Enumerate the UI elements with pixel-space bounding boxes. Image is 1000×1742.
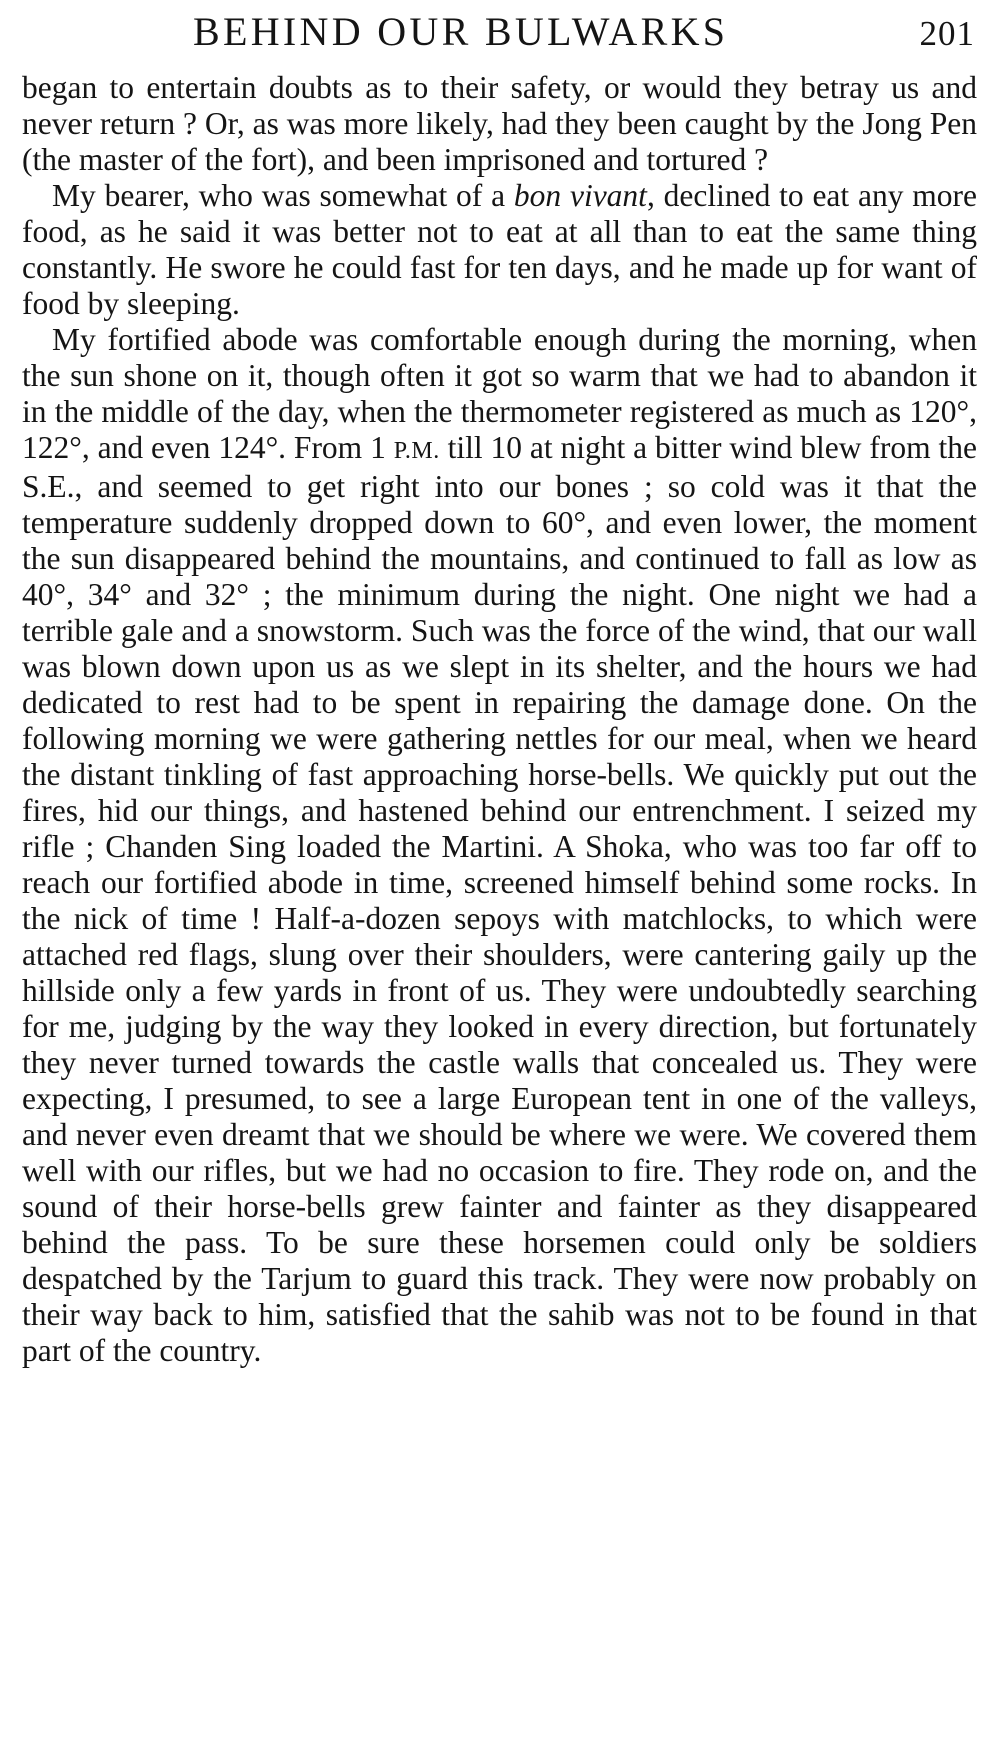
paragraph-text: My bearer, who was somewhat of a bbox=[52, 178, 514, 213]
paragraph-2 bbox=[22, 178, 977, 322]
paragraph-text: My fortified abode was comfortable enough during the morning, when the sun shone on it, though often it got so warm that we had to abandon it in the middle of the day, when the thermometer registered as much as 120°, 122°, and even 124°. From 1 bbox=[22, 322, 977, 465]
paragraph-3 bbox=[22, 322, 977, 1369]
paragraph-text: till 10 at night a bitter wind blew from the S.E., and seemed to get right into our bones ; so cold was it that the temperature suddenly dropped down to 60°, and even lower, the moment the sun disappeared behind the mountains, and continued to fall as low as 40°, 34° and 32° ; the minimum during the night. One night we had a terrible gale and a snowstorm. Such was the force of the wind, that our wall was blown down upon us as we slept in its shelter, and the hours we had dedicated to rest had to be spent in repairing the damage done. On the following morning we were gathering nettles for our meal, when we heard the distant tinkling of fast approaching horse-bells. We quickly put out the fires, hid our things, and hastened behind our entrenchment. I seized my rifle ; Chanden Sing loaded the Martini. A Shoka, who was too far off to reach our fortified abode in time, screened himself behind some rocks. In the nick of time ! Half-a-dozen sepoys with matchlocks, to which were attached red flags, slung over their shoulders, were cantering gaily up the hillside only a few yards in front of us. They were undoubtedly searching for me, judging by the way they looked in every direction, but fortunately they never turned towards the castle walls that concealed us. They were expecting, I presumed, to see a large European tent in one of the valleys, and never even dreamt that we should be where we were. We covered them well with our rifles, but we had no occasion to fire. They rode on, and the sound of their horse-bells grew fainter and fainter as they disappeared behind the pass. To be sure these horsemen could only be soldiers despatched by the Tarjum to guard this track. They were now probably on their way back to him, satisfied that the sahib was not to be found in that part of the country. bbox=[22, 430, 977, 1368]
paragraph-text: , declined to eat any more food, as he said it was better not to eat at all than to eat the same thing constantly. He swore he could fast for ten days, and he made up for want of food by sleeping. bbox=[22, 178, 977, 321]
body-text bbox=[22, 70, 977, 1369]
italic-phrase: bon vivant bbox=[513, 178, 647, 213]
running-head bbox=[20, 6, 975, 58]
paragraph-text: began to entertain doubts as to their safety, or would they betray us and never return ? Or, as was more likely, had they been caught by the Jong Pen (the master of the fort), and been imprisoned and tortured ? bbox=[22, 70, 977, 177]
running-title: BEHIND OUR BULWARKS bbox=[193, 9, 729, 54]
small-caps-time: P.M. bbox=[393, 438, 440, 464]
paragraph-1 bbox=[22, 70, 977, 178]
page-number: 201 bbox=[919, 14, 975, 53]
